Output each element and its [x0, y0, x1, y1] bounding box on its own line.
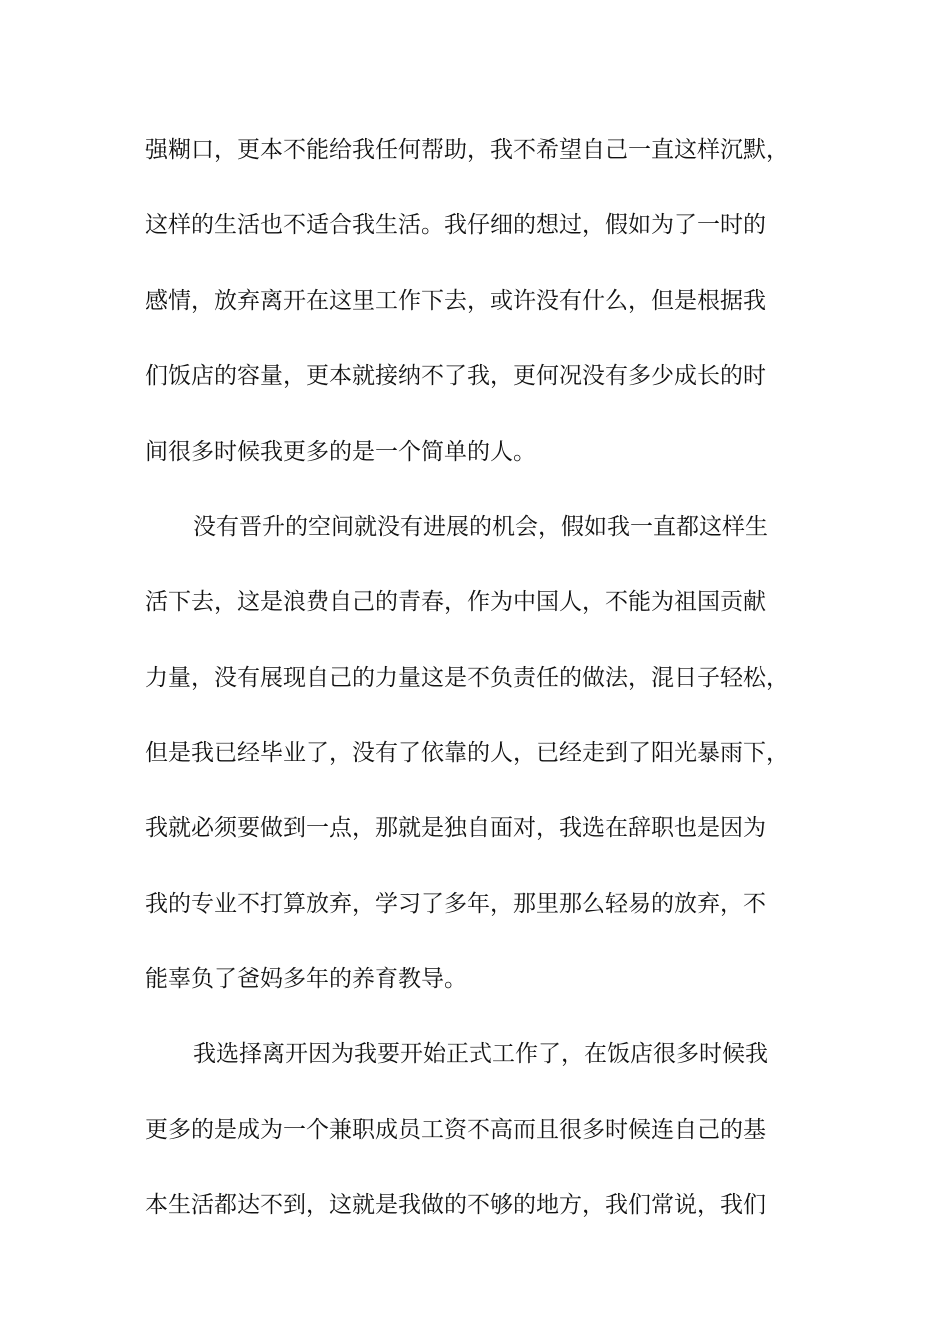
text-line: 间很多时候我更多的是一个简单的人。	[145, 439, 536, 465]
text-line: 力量，没有展现自己的力量这是不负责任的做法，混日子轻松，	[145, 665, 789, 691]
paragraph-first-line: 我选择离开因为我要开始正式工作了，在饭店很多时候我	[193, 1041, 768, 1067]
text-line: 能辜负了爸妈多年的养育教导。	[145, 966, 467, 992]
text-line: 这样的生活也不适合我生活。我仔细的想过，假如为了一时的	[145, 212, 766, 238]
text-line: 但是我已经毕业了，没有了依靠的人，已经走到了阳光暴雨下，	[145, 740, 789, 766]
text-line: 更多的是成为一个兼职成员工资不高而且很多时候连自己的基	[145, 1117, 766, 1143]
text-line: 强糊口，更本不能给我任何帮助，我不希望自己一直这样沉默，	[145, 137, 789, 163]
paragraph-first-line: 没有晋升的空间就没有进展的机会，假如我一直都这样生	[193, 514, 768, 540]
text-line: 我就必须要做到一点，那就是独自面对，我选在辞职也是因为	[145, 815, 766, 841]
text-line: 活下去，这是浪费自己的青春，作为中国人，不能为祖国贡献	[145, 589, 766, 615]
text-line: 本生活都达不到，这就是我做的不够的地方，我们常说，我们	[145, 1192, 766, 1218]
text-line: 我的专业不打算放弃，学习了多年，那里那么轻易的放弃，不	[145, 891, 766, 917]
text-line: 们饭店的容量，更本就接纳不了我，更何况没有多少成长的时	[145, 363, 766, 389]
text-line: 感情，放弃离开在这里工作下去，或许没有什么，但是根据我	[145, 288, 766, 314]
